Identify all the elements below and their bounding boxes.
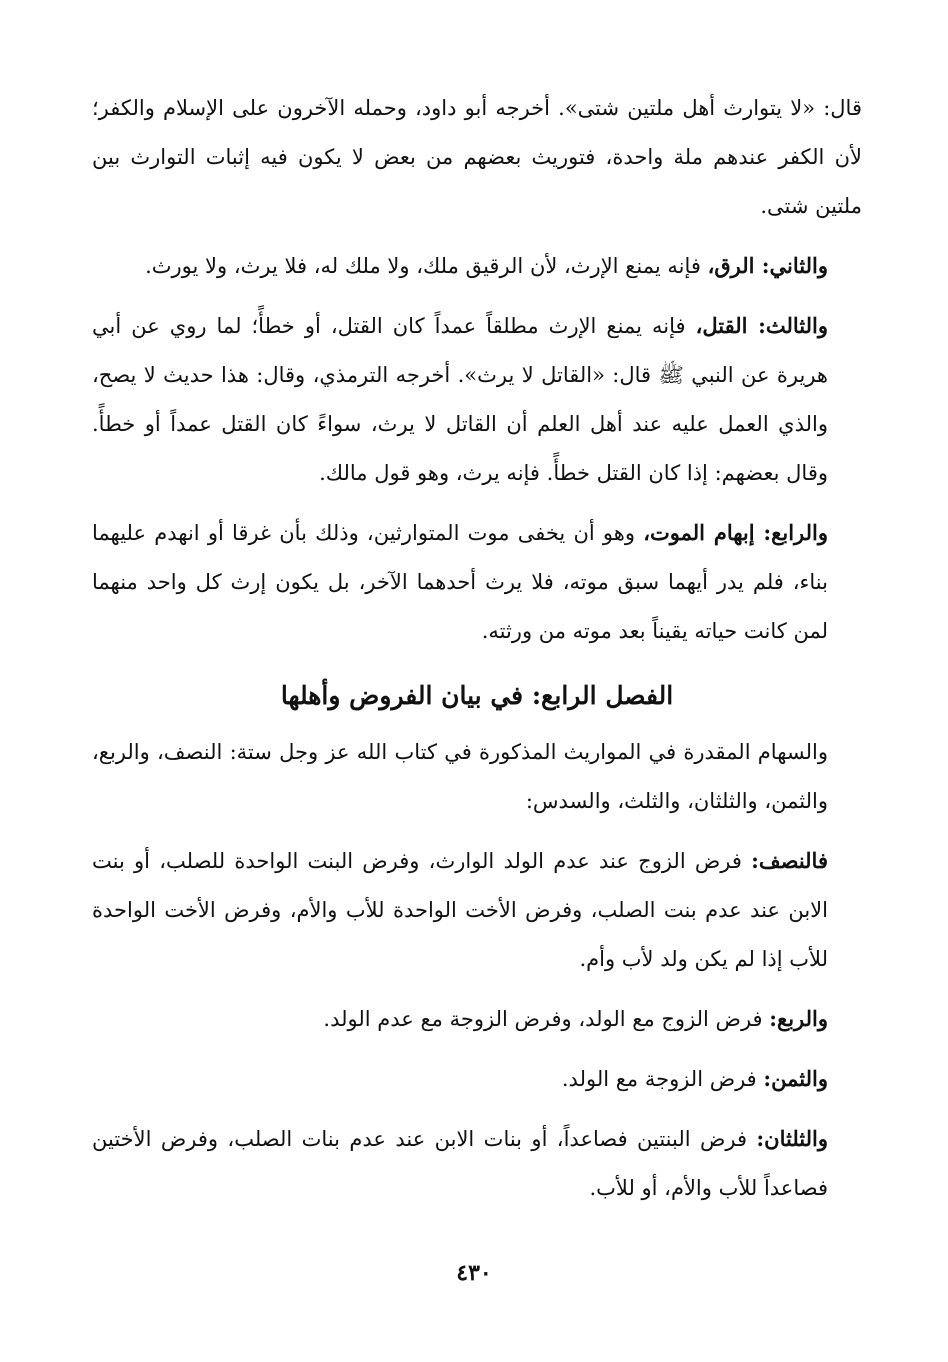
paragraph-text: والسهام المقدرة في المواريث المذكورة في كتاب الله عز وجل ستة: النصف، والربع، والثمن، والثلثان، والثلث، والسدس: xyxy=(92,740,828,813)
page-number: ٤٣٠ xyxy=(456,1260,492,1286)
paragraph-text: قال: «لا يتوارث أهل ملتين شتى». أخرجه أبو داود، وحمله الآخرون على الإسلام والكفر؛ لأن الكفر عندهم ملة واحدة، فتوريث بعضهم من بعض لا يكون فيه إثبات التوارث بين ملتين شتى. xyxy=(92,96,862,218)
paragraph-text: وهو أن يخفى موت المتوارثين، وذلك بأن غرقا أو انهدم عليهما بناء، فلم يدر أيهما سبق موته، فلا يرث أحدهما الآخر، بل يكون إرث كل واحد منهما لمن كانت حياته يقيناً بعد موته من ورثته. xyxy=(92,521,828,643)
paragraph-text: فرض الزوجة مع الولد. xyxy=(561,1067,764,1091)
paragraph-two-thirds xyxy=(92,1114,862,1213)
paragraph-text: فرض البنتين فصاعداً، أو بنات الابن عند عدم بنات الصلب، وفرض الأختين فصاعداً للأب والأم، أو للأب. xyxy=(92,1127,828,1200)
paragraph-hadith-two-faiths xyxy=(92,84,862,231)
paragraph-text: فإنه يمنع الإرث مطلقاً عمداً كان القتل، أو خطأً؛ لما روي عن أبي هريرة عن النبي ﷺ قال: «القاتل لا يرث». أخرجه الترمذي، وقال: هذا حديث لا يصح، والذي العمل عليه عند أهل العلم أن القاتل لا يرث، سواءً كان القتل عمداً أو خطأً. وقال بعضهم: إذا كان القتل خطأً. فإنه يرث، وهو قول مالك. xyxy=(92,314,828,485)
paragraph-text: فإنه يمنع الإرث، لأن الرقيق ملك، ولا ملك له، فلا يرث، ولا يورث. xyxy=(145,254,708,278)
paragraph-half xyxy=(92,836,862,984)
paragraph-lead: والثاني: الرق، xyxy=(707,253,828,278)
paragraph-fourth-impediment xyxy=(92,508,862,656)
paragraph-lead: فالنصف: xyxy=(751,848,828,873)
paragraph-lead: والربع: xyxy=(769,1006,828,1031)
paragraph-text: فرض الزوج مع الولد، وفرض الزوجة مع عدم الولد. xyxy=(323,1007,770,1031)
chapter-heading: الفصل الرابع: في بيان الفروض وأهلها xyxy=(280,681,674,710)
paragraph-lead: والثالث: القتل، xyxy=(695,313,828,338)
paragraph-third-impediment xyxy=(92,301,862,498)
paragraph-second-impediment xyxy=(92,241,862,291)
paragraph-quarter xyxy=(92,994,862,1044)
paragraph-lead: والثلثان: xyxy=(756,1126,828,1151)
paragraph-lead: والرابع: إبهام الموت، xyxy=(643,520,828,545)
paragraph-shares-intro xyxy=(92,728,862,826)
paragraph-eighth xyxy=(92,1054,862,1104)
paragraph-lead: والثمن: xyxy=(763,1066,828,1091)
paragraph-text: فرض الزوج عند عدم الولد الوارث، وفرض البنت الواحدة للصلب، أو بنت الابن عند عدم بنت الصلب، وفرض الأخت الواحدة للأب والأم، وفرض الأخت الواحدة للأب إذا لم يكن ولد لأب وأم. xyxy=(92,849,828,971)
